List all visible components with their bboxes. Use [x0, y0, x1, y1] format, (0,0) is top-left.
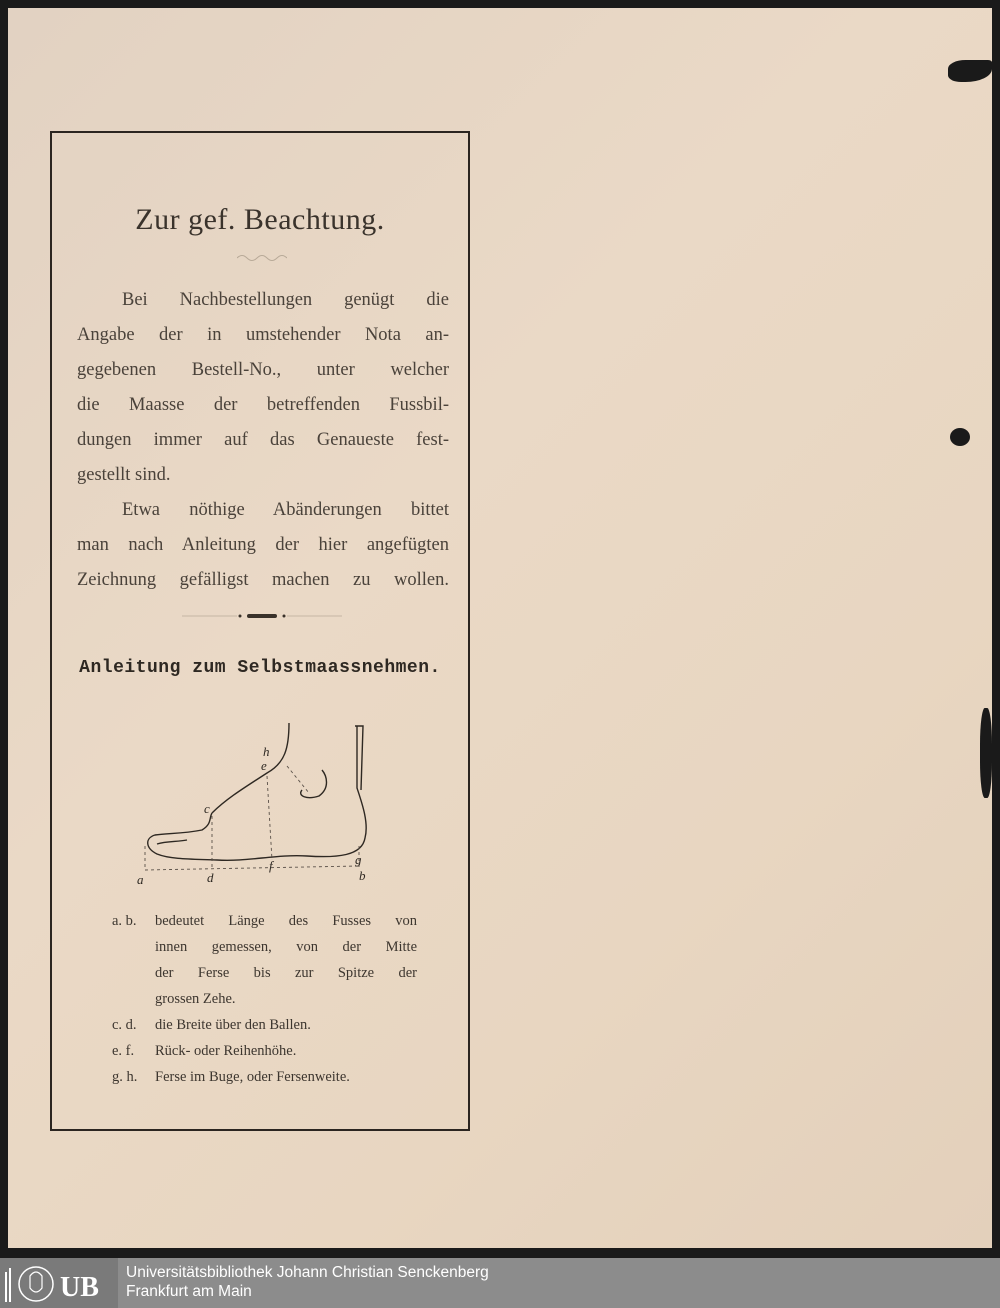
- label-d: d: [207, 870, 214, 885]
- notice-title: Zur gef. Beachtung.: [135, 203, 385, 236]
- legend-item: [112, 908, 417, 1012]
- legend-text: die Breite über den Ballen.: [155, 1017, 311, 1033]
- text-line: Bei Nachbestellungen genügt die: [122, 290, 449, 310]
- logo-text: UB: [60, 1272, 99, 1303]
- text-line: Angabe der in umstehender Nota an-: [77, 325, 449, 345]
- library-footer: [0, 1258, 1000, 1308]
- label-h: h: [263, 744, 270, 759]
- legend-item: [112, 1038, 417, 1064]
- page-tear: [948, 60, 992, 82]
- text-line: man nach Anleitung der hier angefügten: [77, 535, 449, 555]
- ornament-divider: [182, 611, 342, 621]
- legend-item: [112, 1012, 417, 1038]
- label-f: f: [269, 858, 273, 873]
- label-a: a: [137, 872, 144, 887]
- text-line: Zeichnung gefälligst machen zu wollen.: [77, 570, 449, 590]
- label-e: e: [261, 758, 267, 773]
- page-tear: [950, 428, 970, 446]
- text-line: gestellt sind.: [77, 465, 171, 485]
- notice-box: [50, 131, 470, 1131]
- instructions-title: Anleitung zum Selbstmaassnehmen.: [79, 658, 441, 678]
- library-logo: [0, 1258, 118, 1308]
- foot-diagram: [137, 718, 397, 893]
- notice-paragraph-1: [77, 283, 449, 493]
- legend-text: der Ferse bis zur Spitze der: [155, 965, 417, 981]
- legend-item: [112, 1064, 417, 1090]
- scanned-page: [8, 8, 992, 1248]
- legend-text: Rück- oder Reihenhöhe.: [155, 1043, 297, 1059]
- legend-key: c. d.: [112, 1017, 137, 1033]
- ornament-squiggle: [237, 253, 287, 263]
- legend-text: Ferse im Buge, oder Fersenweite.: [155, 1069, 350, 1085]
- legend-key: e. f.: [112, 1043, 135, 1059]
- legend-text: bedeutet Länge des Fusses von: [155, 913, 417, 929]
- label-c: c: [204, 801, 210, 816]
- label-g: g: [355, 852, 362, 867]
- legend-text: grossen Zehe.: [155, 991, 236, 1007]
- text-line: Etwa nöthige Abänderungen bittet: [122, 500, 449, 520]
- page-edge-shadow: [980, 708, 992, 798]
- text-line: gegebenen Bestell-No., unter welcher: [77, 360, 449, 380]
- notice-paragraph-2: [77, 493, 449, 598]
- legend-key: a. b.: [112, 913, 137, 929]
- measurement-legend: [112, 908, 417, 1090]
- legend-text: innen gemessen, von der Mitte: [155, 939, 417, 955]
- legend-key: g. h.: [112, 1069, 138, 1085]
- text-line: die Maasse der betreffenden Fussbil-: [77, 395, 449, 415]
- text-line: dungen immer auf das Genaueste fest-: [77, 430, 449, 450]
- library-city: Frankfurt am Main: [126, 1283, 252, 1300]
- library-name: Universitätsbibliothek Johann Christian Senckenberg: [126, 1264, 489, 1281]
- label-b: b: [359, 868, 366, 883]
